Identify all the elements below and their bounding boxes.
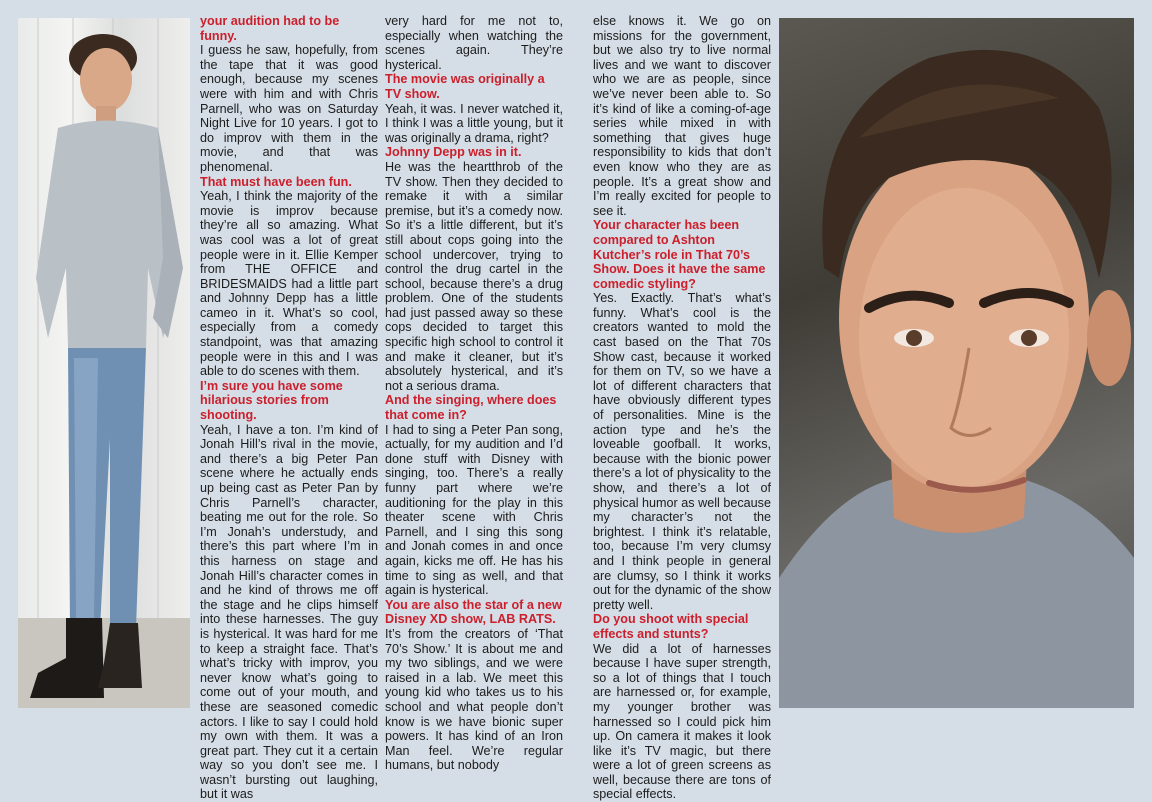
- article-column-2: [385, 14, 563, 773]
- answer-paragraph: It’s from the creators of ‘That 70’s Show.’ It is about me and my two siblings, and we were raised in a lab. We meet this young kid who takes us to his school and what people don’t know is we have bionic super powers. It has kind of an Iron Man feel. We’re regular humans, but nobody: [385, 626, 563, 773]
- question-heading: You are also the star of a new Disney XD show, LAB RATS.: [385, 597, 562, 627]
- question-heading: That must have been fun.: [200, 174, 352, 189]
- article-column-3: [593, 14, 771, 802]
- answer-paragraph: Yeah, it was. I never watched it, I think I was a little young, but it was originally a drama, right?: [385, 101, 563, 145]
- question-heading: And the singing, where does that come in?: [385, 393, 557, 423]
- question-heading: The movie was originally a TV show.: [385, 72, 545, 101]
- answer-paragraph: We did a lot of harnesses because I have super strength, so a lot of things that I touch are harnessed or, for example, my younger brother was harnessed so I could pick him up. On camera it makes it look like it’s TV magic, but there were a lot of green screens as well, because there are tons of special effects.: [593, 641, 771, 802]
- question-heading: Do you shoot with special effects and stunts?: [593, 612, 749, 641]
- answer-paragraph: I had to sing a Peter Pan song, actually, for my audition and I’d done stuff with Disney with singing, too. There’s a really funny part where we’re auditioning for the play in this theater scene with Chris Parnell, and I sing this song and Jonah comes in and once again, kicks me off. He has his time to sing as well, and that again is hysterical.: [385, 422, 563, 598]
- headshot-photo: [779, 18, 1134, 708]
- headshot-illustration: [779, 18, 1134, 708]
- answer-paragraph: very hard for me not to, especially when watching the scenes again. They’re hysterical.: [385, 14, 563, 72]
- answer-paragraph: else knows it. We go on missions for the government, but we also try to live normal lives and we want to discover who we are as people, since we’ve never been able to. So it’s kind of like a coming-of-age series while mixed in with something that gives huge responsibility to kids that don’t even know who they are as people. It’s a great show and I’m really excited for people to see it.: [593, 14, 771, 218]
- answer-paragraph: Yeah, I have a ton. I’m kind of Jonah Hill’s rival in the movie, and there’s a big Peter Pan scene where he actually ends up being cast as Peter Pan by Chris Parnell’s character, beating me out for the role. So I’m Jonah’s understudy, and there’s this part where I’m in this harness on stage and Jonah Hill’s character comes in and he kind of throws me off the stage and he clips himself into these harnesses. The guy is hysterical. It was hard for me to keep a straight face. That’s what’s tricky with improv, you never know what’s going to come out of your mouth, and these are seasoned comedic actors. I like to say I could hold my own with them. It was a great part. They cut it a certain way so you don’t see me. I wasn’t bursting out laughing, but it was: [200, 422, 378, 802]
- question-heading: your audition had to be funny.: [200, 14, 340, 43]
- article-column-1: [200, 14, 378, 802]
- answer-paragraph: I guess he saw, hopefully, from the tape that it was good enough, because my scenes were with him and with Chris Parnell, who was on Saturday Night Live for 10 years. I got to do improv with them in the movie, and that was phenomenal.: [200, 43, 378, 174]
- answer-paragraph: Yes. Exactly. That’s what’s funny. What’s cool is the creators wanted to mold the cast based on the That 70s Show cast, because it worked for them on TV, so we have a lot of different characters that have obviously different types of personalities. Mine is the action type and he’s the loveable goofball. It works, because with the bionic power there’s a lot of physicality to the show, and there’s a lot of physical humor as well because my character’s not the brightest. I think it’s relatable, too, because I’m very clumsy and I think people in general are clumsy, so I think it works out for the dynamic of the show pretty well.: [593, 291, 771, 612]
- question-heading: Johnny Depp was in it.: [385, 145, 522, 160]
- full-length-portrait-photo: [18, 18, 190, 708]
- question-heading: Your character has been compared to Ashton Kutcher’s role in That 70’s Show. Does it have the same comedic styling?: [593, 218, 766, 291]
- answer-paragraph: Yeah, I think the majority of the movie is improv because they’re all so amazing. What was cool was a lot of great people were in it. Ellie Kemper from THE OFFICE and BRIDESMAIDS had a little part and Johnny Depp has a little cameo in it. What’s so cool, especially from a comedy standpoint, was that amazing people were in this and I was able to do scenes with them.: [200, 189, 378, 379]
- answer-paragraph: He was the heartthrob of the TV show. Then they decided to remake it with a similar premise, but it’s a comedy now. So it’s a little different, but it’s still about cops going into the school undercover, trying to control the drug cartel in the school, because there’s a drug problem. One of the students had just passed away so these cops decided to target this specific high school to control it and make it cleaner, but it’s absolutely hysterical, and it’s not a serious drama.: [385, 159, 563, 393]
- question-heading: I’m sure you have some hilarious stories from shooting.: [200, 378, 343, 423]
- portrait-illustration: [18, 18, 190, 708]
